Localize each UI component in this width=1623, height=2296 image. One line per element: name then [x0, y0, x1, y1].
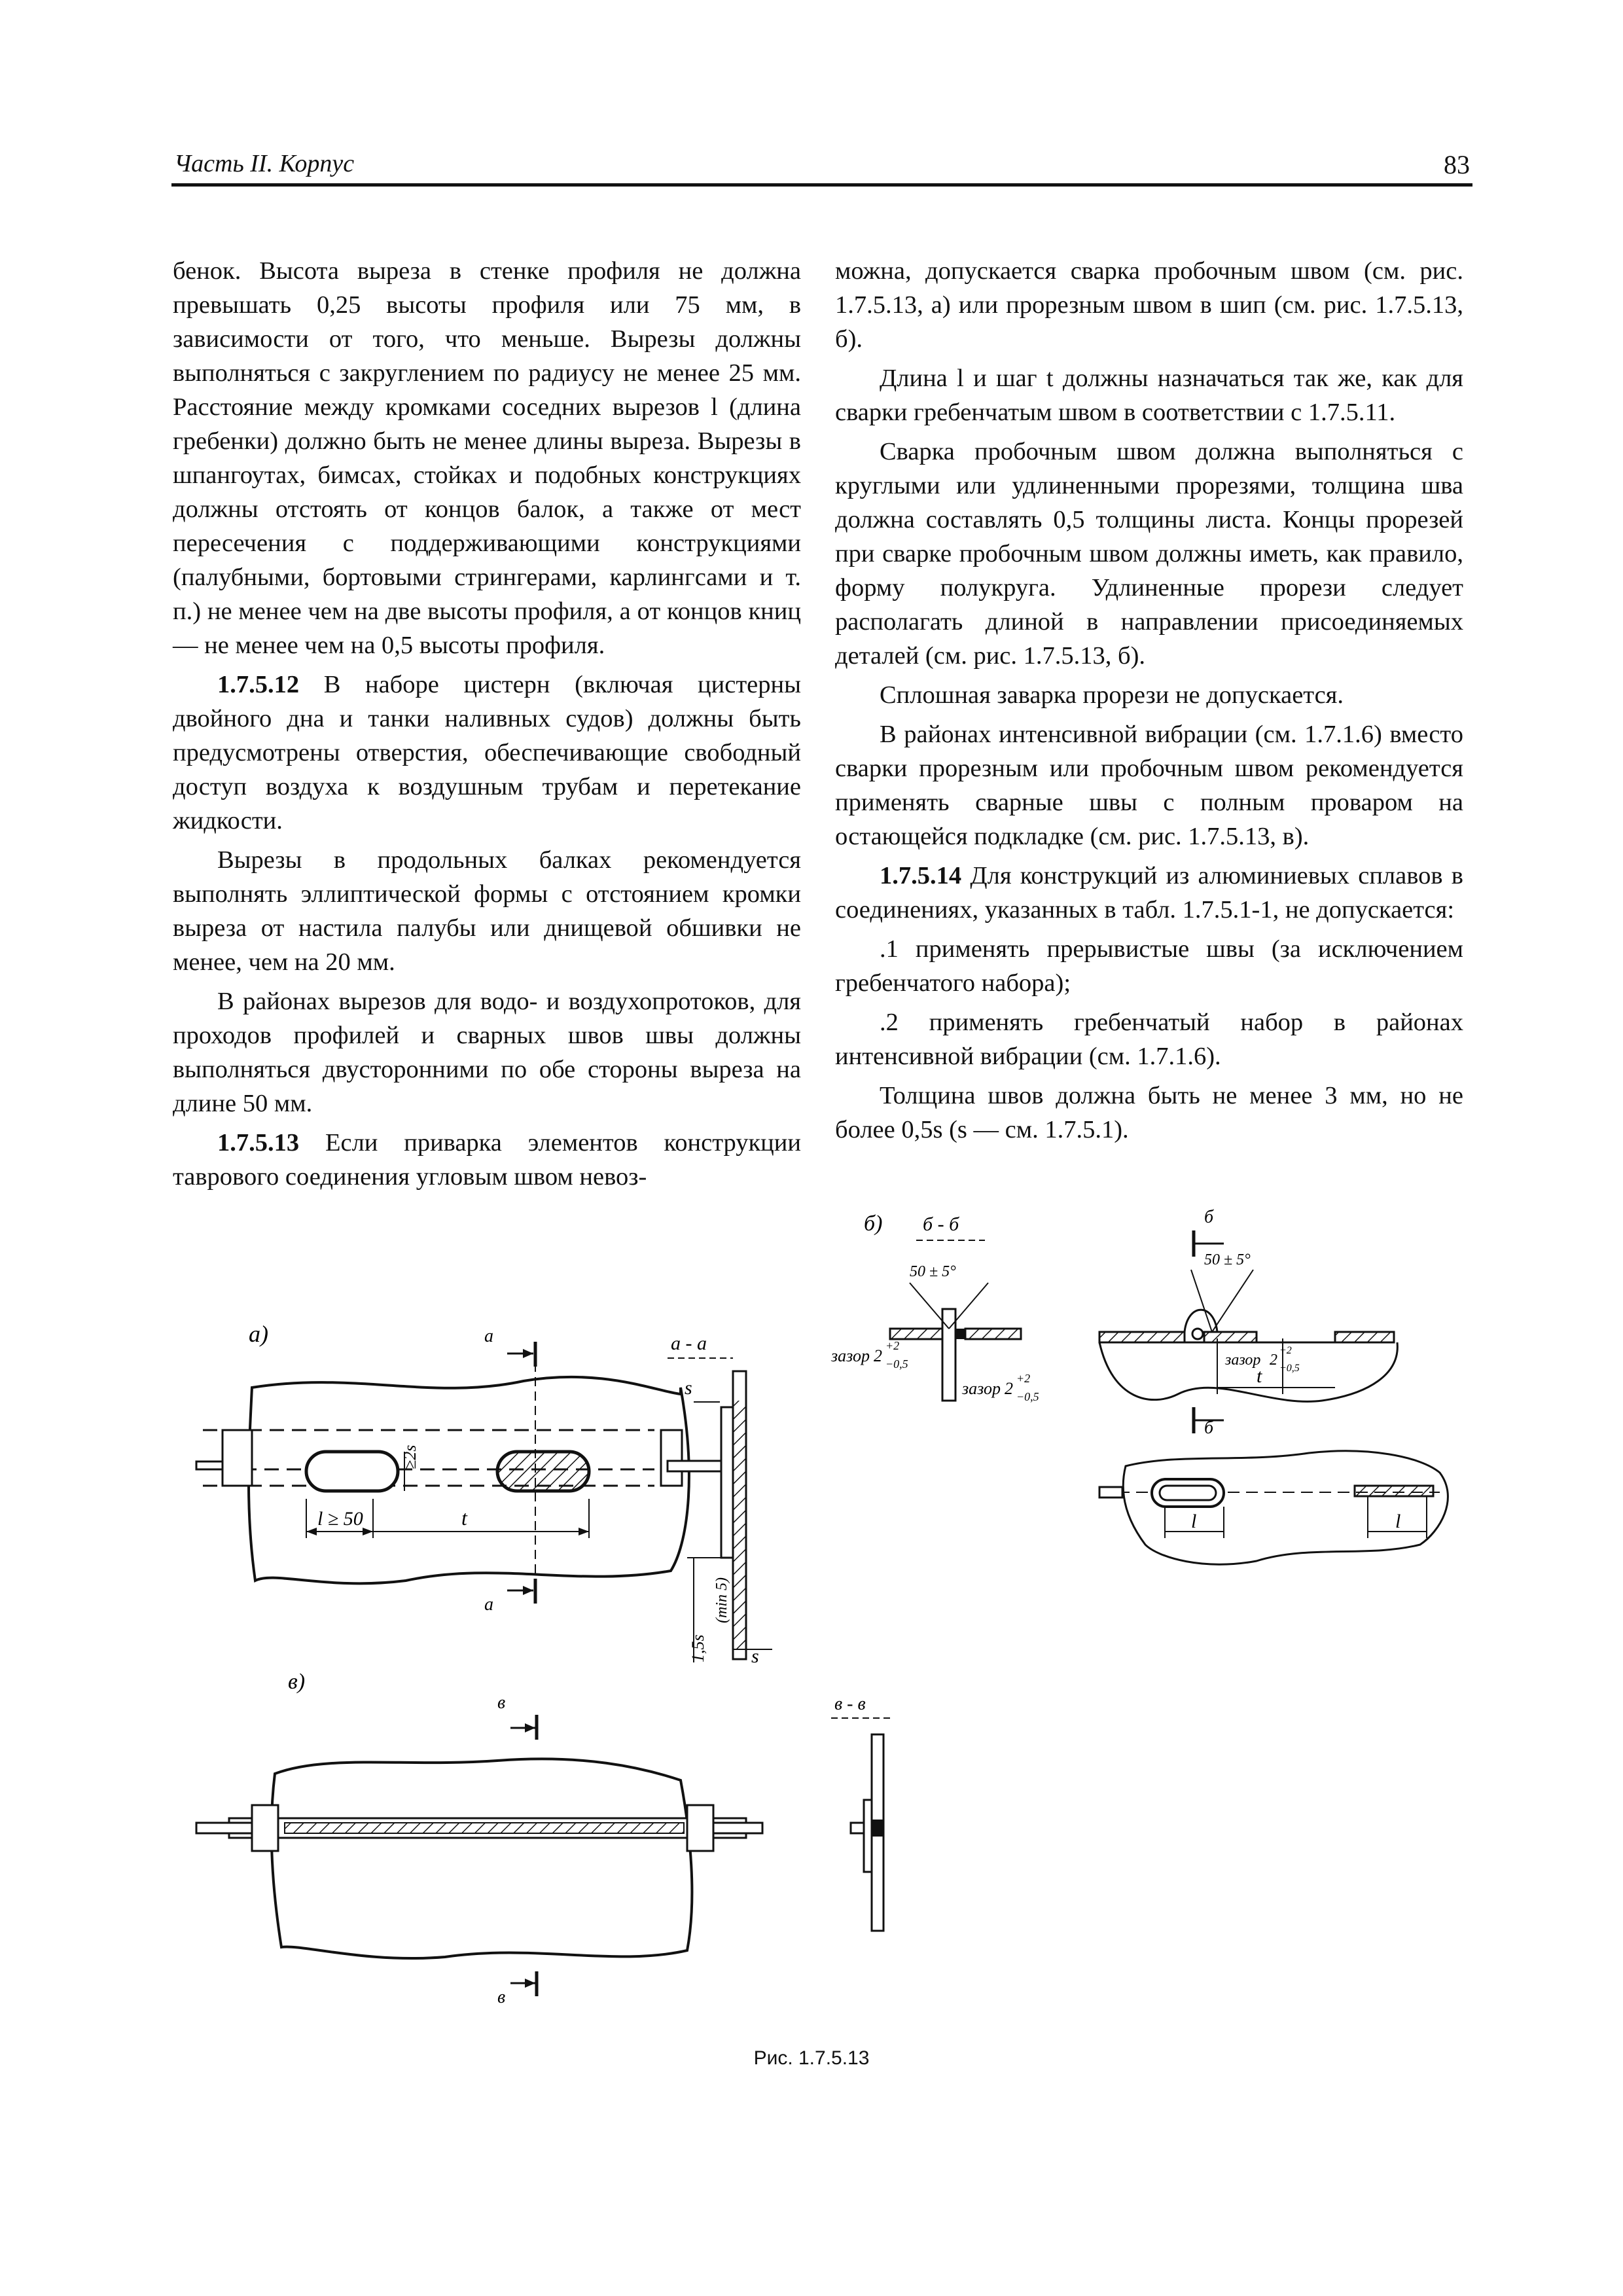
technical-drawing	[157, 1204, 1466, 2055]
dim-l-min: l ≥ 50	[317, 1508, 363, 1530]
mark-b-top: б	[1204, 1207, 1214, 1227]
section-bb-title: б - б	[923, 1213, 959, 1235]
dim-s-bottom: s	[751, 1645, 759, 1667]
paragraph: Сварка пробочным швом должна выполняться с круглыми или удлиненными прорезями, толщина шва должна составлять 0,5 толщины листа. Концы прорезей при сварке пробочным швом должны иметь, как правило, форму полукруга. Удлиненные прорези следует располагать длиной в направлении присоединяемых деталей (см. рис. 1.7.5.13, б).	[835, 438, 1463, 670]
section-number: 1.7.5.14	[880, 862, 962, 889]
label-v: в)	[288, 1670, 306, 1694]
paragraph: можна, допускается сварка пробочным швом (см. рис. 1.7.5.13, а) или прорезным швом в шип (см. рис. 1.7.5.13, б).	[835, 257, 1463, 353]
mark-a-top: а	[484, 1326, 493, 1346]
paragraph: Толщина швов должна быть не менее 3 мм, но не более 0,5s (s — см. 1.7.5.1).	[835, 1082, 1463, 1143]
sketch-a	[196, 1321, 702, 1615]
label-b: б)	[864, 1211, 883, 1236]
gap-label-3: зазор	[1225, 1352, 1261, 1369]
paragraph: .1 применять прерывистые швы (за исключением гребенчатого набора);	[835, 935, 1463, 997]
mark-b-bottom: б	[1204, 1418, 1214, 1438]
dim-l-b1: l	[1191, 1511, 1197, 1532]
sketch-b	[830, 1207, 1448, 1564]
section-number: 1.7.5.12	[217, 671, 300, 698]
page-number: 83	[1444, 150, 1470, 179]
gap-label-2: зазор	[962, 1379, 1001, 1398]
dim-l-b2: l	[1395, 1511, 1401, 1532]
right-column	[835, 254, 1463, 1152]
gap-label-1: зазор	[831, 1346, 870, 1365]
section-vv-title: в - в	[834, 1694, 866, 1714]
figure-caption: Рис. 1.7.5.13	[753, 2047, 870, 2069]
dim-t-a: t	[461, 1506, 467, 1530]
mark-a-bottom: а	[484, 1594, 493, 1615]
paragraph: 1.7.5.12 В наборе цистерн (включая цистерны двойного дна и танки наливных судов) должны быть предусмотрены отверстия, обеспечивающие свободный доступ воздуха к воздушным трубам и перетекание жидкости.	[173, 671, 801, 834]
gap-sub-2: −0,5	[1016, 1390, 1039, 1403]
angle-b-right: 50 ± 5°	[1204, 1251, 1251, 1268]
gap-sup-3: +2	[1279, 1345, 1292, 1356]
paragraph: Длина l и шаг t должны назначаться так же, как для сварки гребенчатым швом в соответствии с 1.7.5.11.	[835, 365, 1463, 426]
mark-v-bottom: в	[497, 1987, 506, 2007]
dim-s-top: s	[685, 1377, 692, 1399]
section-aa-title: а - а	[671, 1333, 707, 1354]
paragraph: В районах вырезов для водо- и воздухопротоков, для проходов профилей и сварных швов швы должны выполняться двусторонними по обе стороны выреза на длине 50 мм.	[173, 988, 801, 1117]
paragraph: бенок. Высота выреза в стенке профиля не должна превышать 0,25 высоты профиля или 75 мм, в зависимости от того, что меньше. Вырезы должны выполняться с закруглением по радиусу не менее 25 мм. Расстояние между кромками соседних вырезов l (длина гребенки) должно быть не менее длины выреза. Вырезы в шпангоутах, бимсах, стойках и подобных конструкциях должны отстоять от концов балок, а также от мест пересечения с поддерживающими конструкциями (палубными, бортовыми стрингерами, карлингсами и т. п.) не менее чем на две высоты профиля, а от концов книц — не менее чем на 0,5 высоты профиля.	[173, 257, 801, 659]
gap-sup-1: +2	[885, 1339, 900, 1352]
left-column	[173, 254, 801, 1199]
label-a: а)	[249, 1321, 268, 1347]
figure-1-7-5-13	[157, 1204, 1466, 2055]
gap-value-3: 2	[1270, 1352, 1277, 1369]
gap-sub-3: −0,5	[1279, 1363, 1300, 1374]
paragraph: Вырезы в продольных балках рекомендуется выполнять эллиптической формы с отстоянием кромки выреза от настила палубы или днищевой обшивки не менее, чем на 20 мм.	[173, 846, 801, 976]
gap-value-2: 2	[1005, 1379, 1013, 1398]
paragraph: .2 применять гребенчатый набор в районах интенсивной вибрации (см. 1.7.1.6).	[835, 1009, 1463, 1070]
angle-b-left: 50 ± 5°	[910, 1263, 956, 1280]
dim-ge-2s: ≥2s	[401, 1444, 419, 1469]
dim-t-b: t	[1257, 1365, 1262, 1387]
dim-leg: 1,5s	[688, 1634, 707, 1662]
paragraph: 1.7.5.13 Если приварка элементов конструкции таврового соединения угловым швом невоз-	[173, 1129, 801, 1191]
dim-min5: (min 5)	[713, 1577, 730, 1623]
paragraph: 1.7.5.14 Для конструкций из алюминиевых сплавов в соединениях, указанных в табл. 1.7.5.1-1, не допускается:	[835, 862, 1463, 924]
sketch-v	[196, 1670, 890, 2007]
mark-v-top: в	[497, 1693, 506, 1713]
paragraph: Сплошная заварка прорези не допускается.	[880, 681, 1344, 709]
gap-value-1: 2	[874, 1346, 882, 1365]
section-aa	[668, 1333, 772, 1667]
paragraph: В районах интенсивной вибрации (см. 1.7.1.6) вместо сварки прорезным или пробочным швом рекомендуется применять сварные швы с полным проваром на остающейся подкладке (см. рис. 1.7.5.13, в).	[835, 721, 1463, 850]
gap-sup-2: +2	[1016, 1372, 1031, 1385]
page-header	[171, 145, 1472, 187]
gap-sub-1: −0,5	[885, 1357, 908, 1371]
section-number: 1.7.5.13	[217, 1129, 300, 1157]
running-title: Часть II. Корпус	[174, 150, 355, 177]
